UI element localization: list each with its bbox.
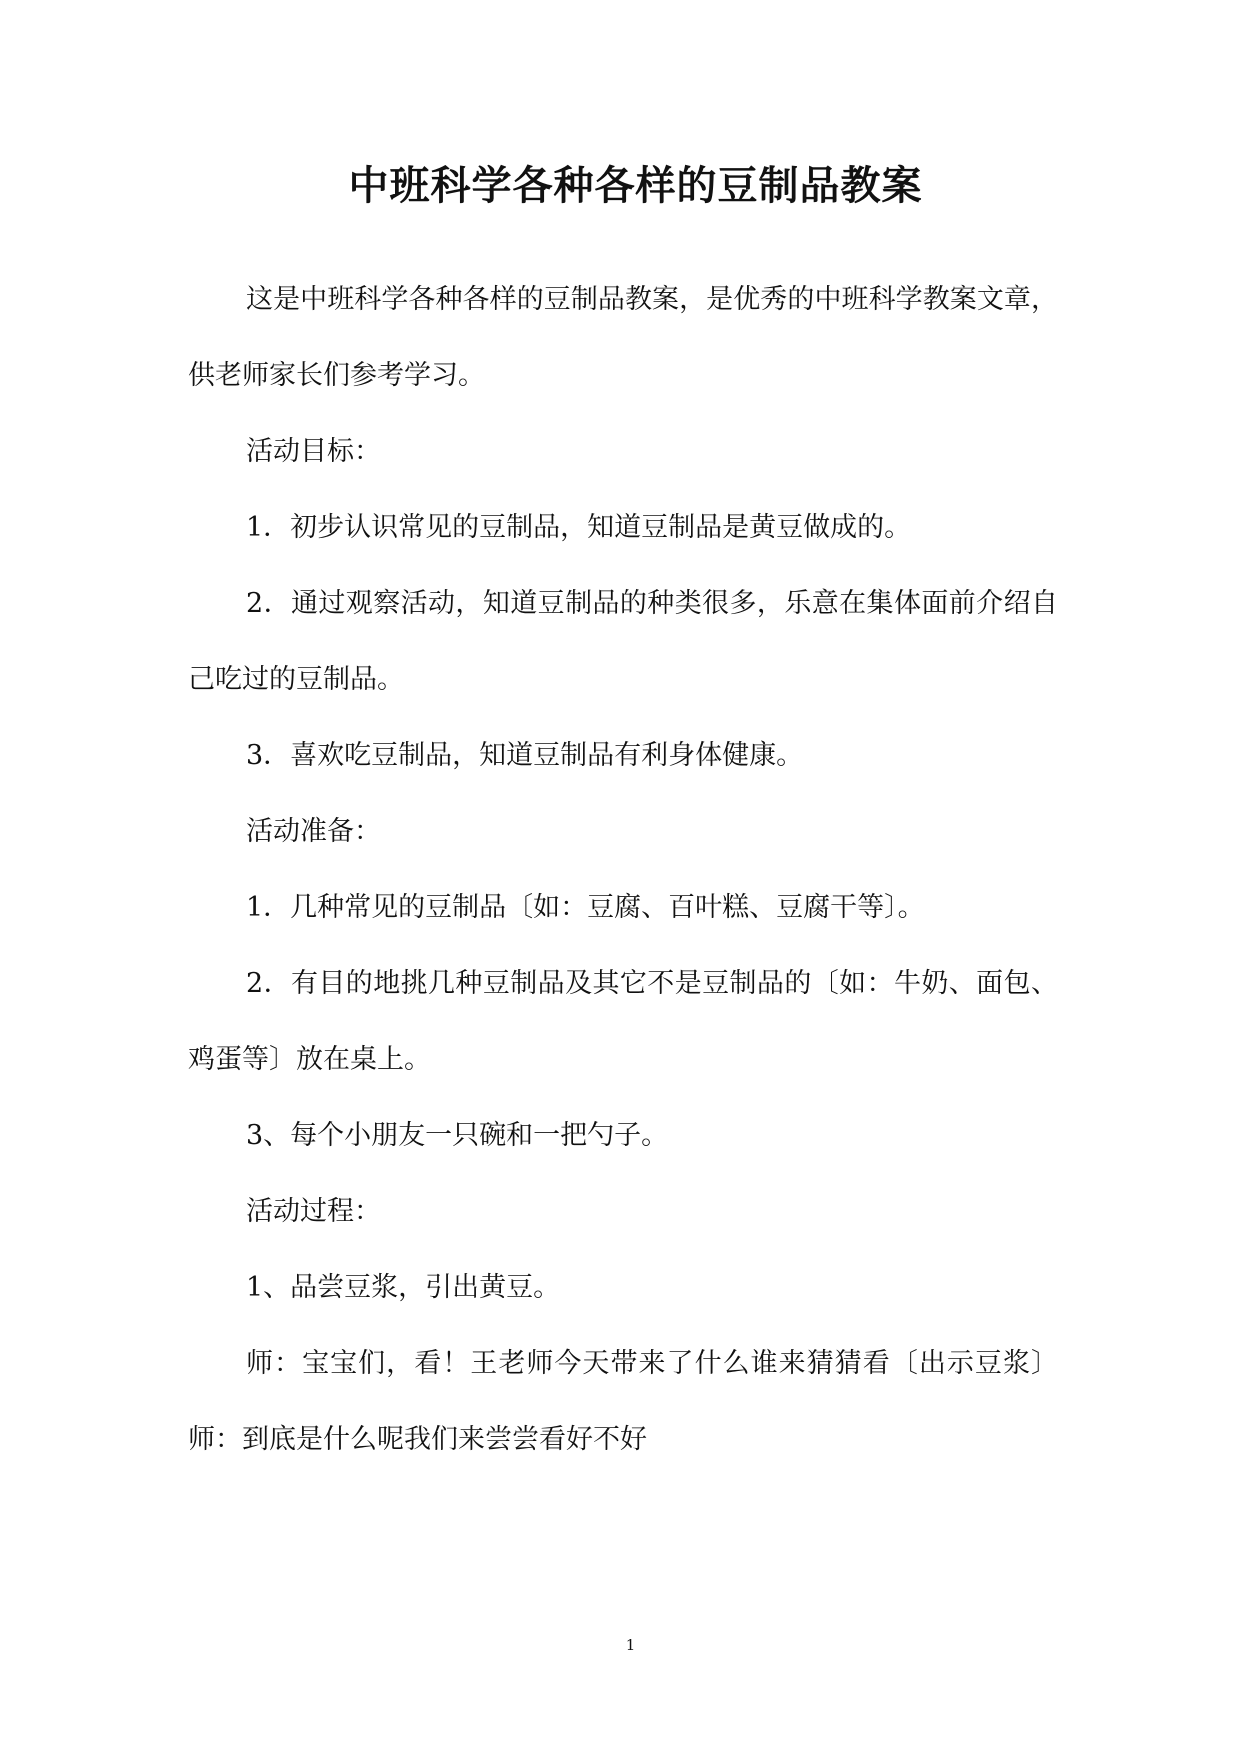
section-heading-objectives: 活动目标：: [246, 436, 381, 467]
intro-paragraph: 这是中班科学各种各样的豆制品教案，是优秀的中班科学教案文章，供老师家长们参考学习。: [188, 284, 1058, 391]
objective-item-3: 3．喜欢吃豆制品，知道豆制品有利身体健康。: [246, 740, 804, 771]
page-number: 1: [625, 1636, 636, 1654]
process-dialogue: 师：宝宝们，看！王老师今天带来了什么谁来猜猜看〔出示豆浆〕师：到底是什么呢我们来尝尝看好不好: [188, 1348, 1058, 1455]
document-title: 中班科学各种各样的豆制品教案: [348, 162, 923, 209]
section-heading-preparation: 活动准备：: [246, 816, 381, 847]
process-item-1: 1、品尝豆浆，引出黄豆。: [246, 1272, 561, 1303]
preparation-item-3: 3、每个小朋友一只碗和一把勺子。: [246, 1120, 669, 1151]
objective-item-2: 2．通过观察活动，知道豆制品的种类很多，乐意在集体面前介绍自己吃过的豆制品。: [188, 588, 1058, 695]
document-body: [188, 262, 1058, 1478]
section-heading-process: 活动过程：: [246, 1196, 381, 1227]
preparation-item-2: 2．有目的地挑几种豆制品及其它不是豆制品的〔如：牛奶、面包、鸡蛋等〕放在桌上。: [188, 968, 1058, 1075]
objective-item-1: 1．初步认识常见的豆制品，知道豆制品是黄豆做成的。: [246, 512, 912, 543]
preparation-item-1: 1．几种常见的豆制品〔如：豆腐、百叶糕、豆腐干等〕。: [246, 892, 925, 923]
